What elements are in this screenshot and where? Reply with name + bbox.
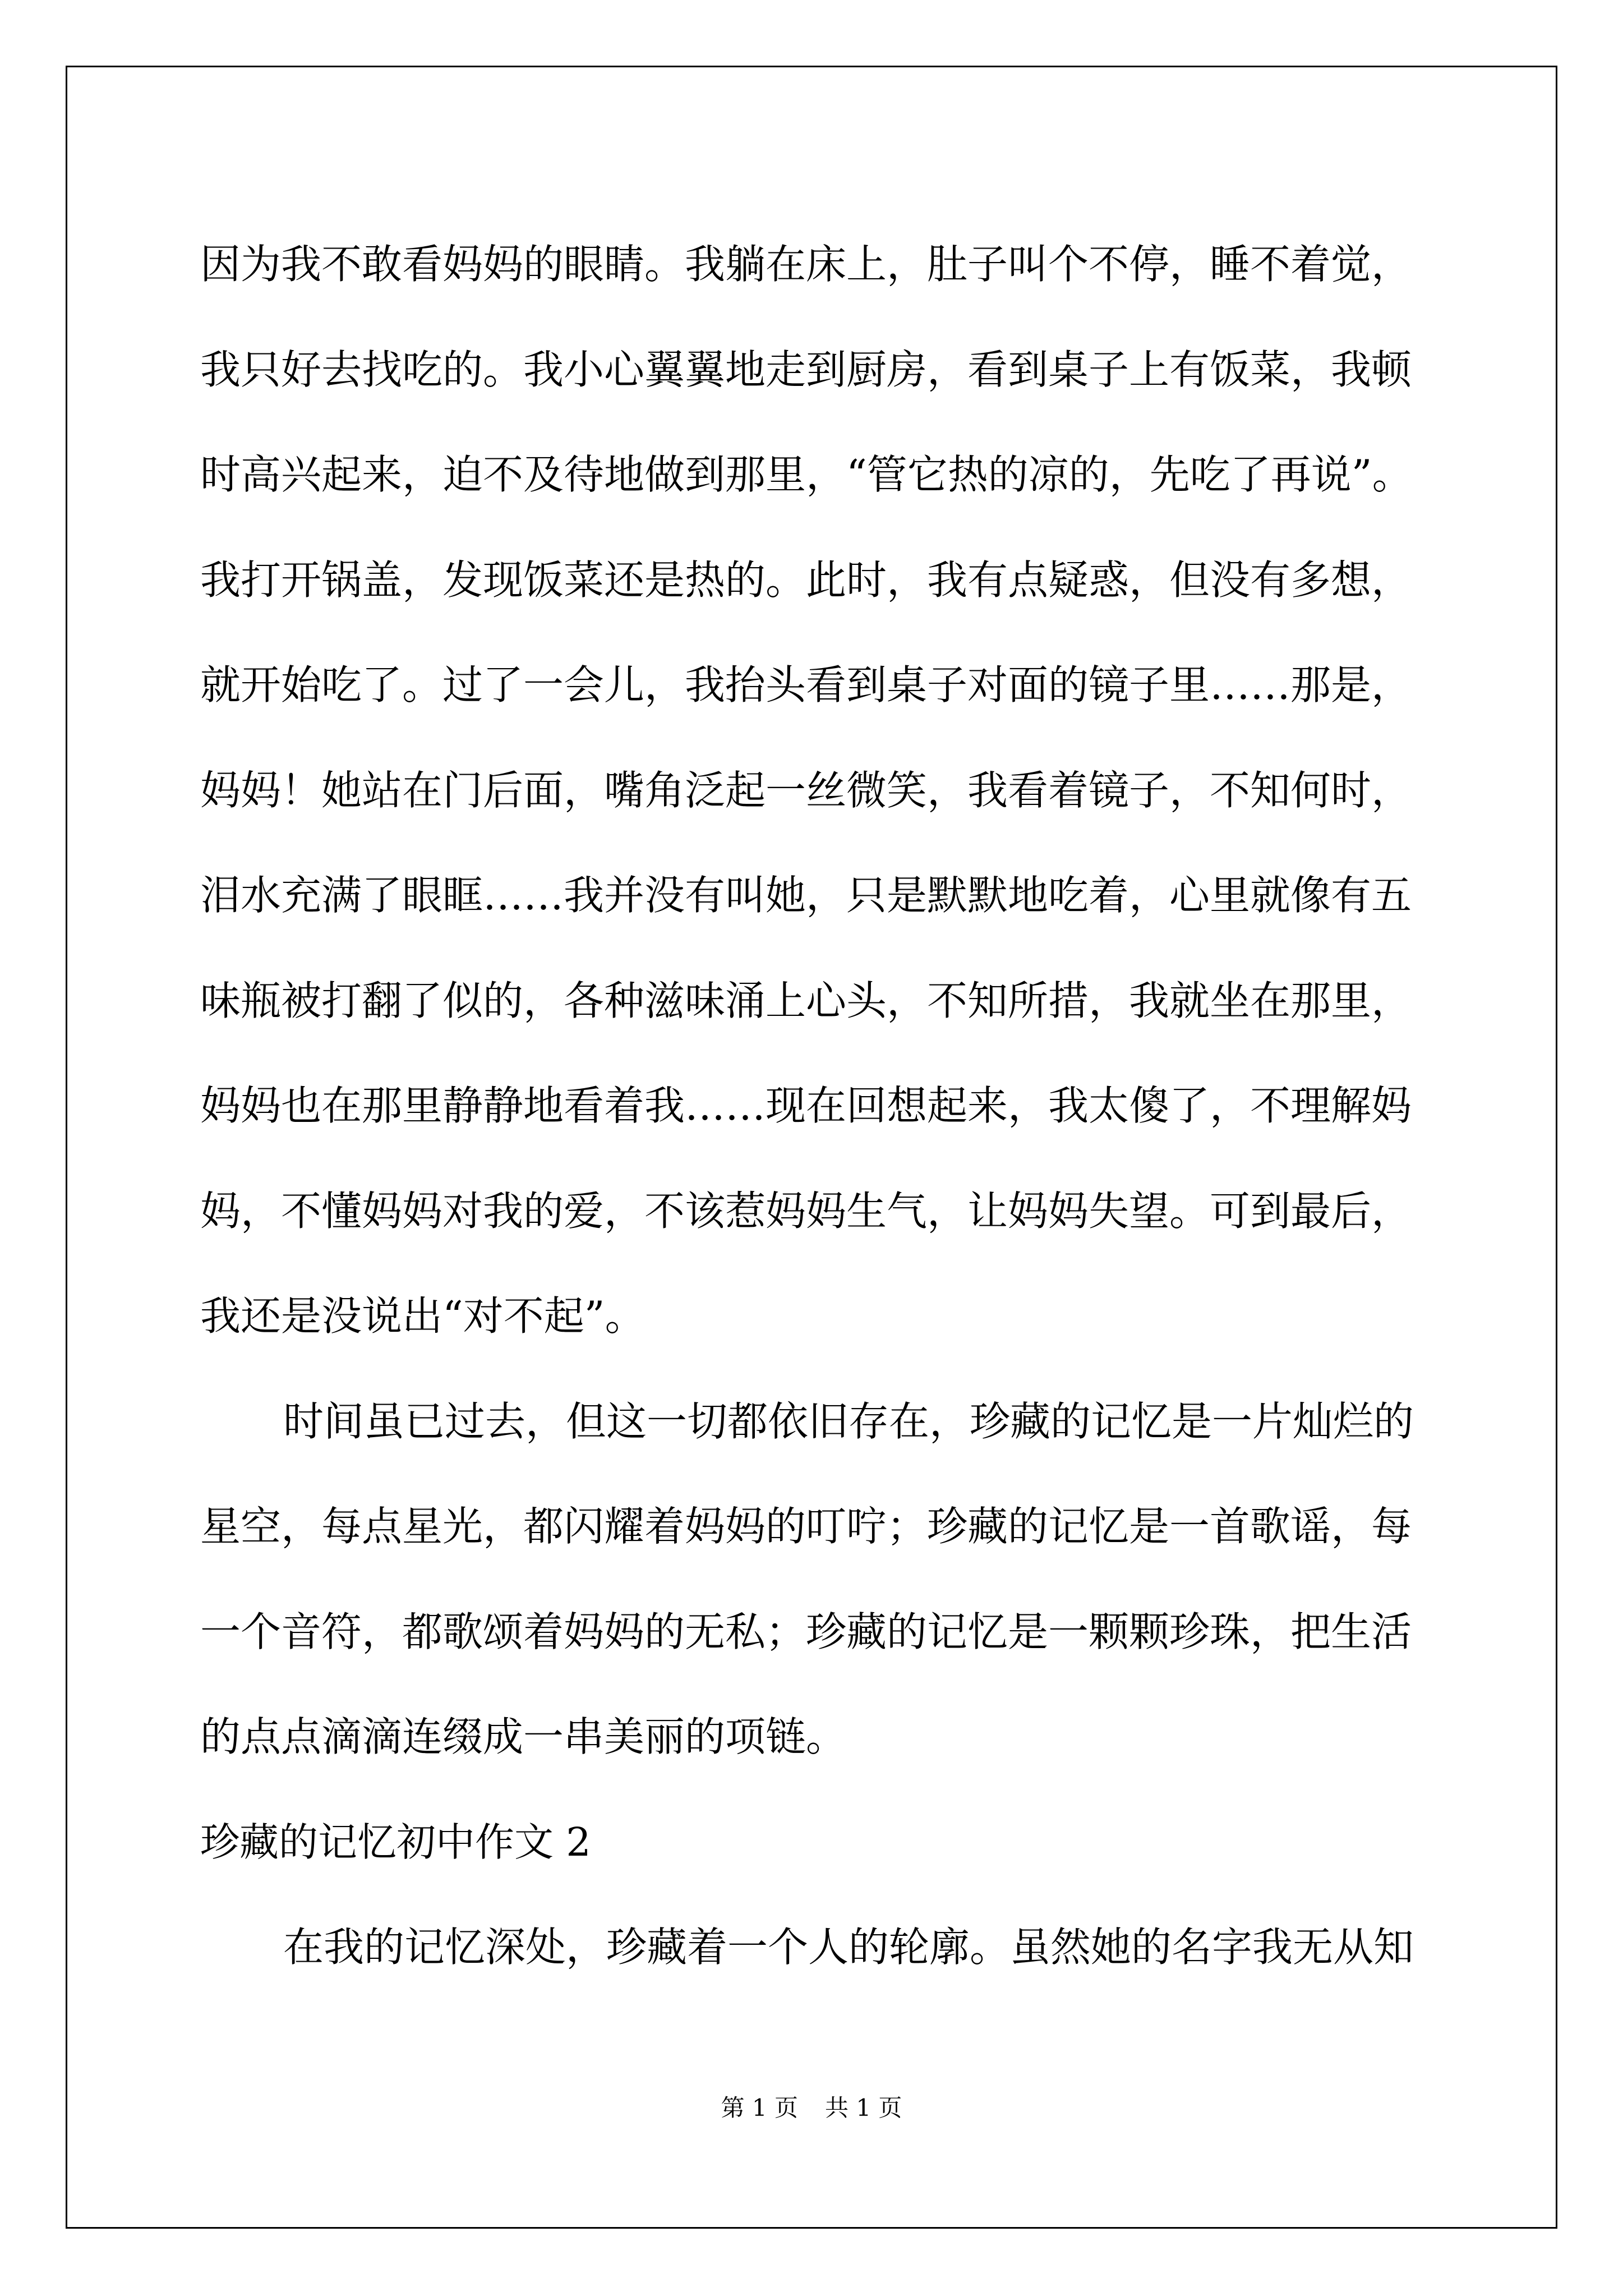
page-number: 第 1 页: [721, 2094, 798, 2122]
text-line: 就开始吃了。过了一会儿，我抬头看到桌子对面的镜子里……那是，: [200, 661, 1412, 708]
text-line: 我打开锅盖，发现饭菜还是热的。此时，我有点疑惑，但没有多想，: [200, 556, 1412, 604]
text-line: 泪水充满了眼眶……我并没有叫她，只是默默地吃着，心里就像有五: [200, 872, 1412, 919]
text-line: 妈妈！她站在门后面，嘴角泛起一丝微笑，我看着镜子，不知何时，: [200, 766, 1412, 814]
page-total: 共 1 页: [825, 2094, 902, 2122]
text-line: 我还是没说出“对不起”。: [200, 1292, 645, 1340]
text-line: 时高兴起来，迫不及待地做到那里，“管它热的凉的，先吃了再说”。: [200, 451, 1413, 498]
text-line: 味瓶被打翻了似的，各种滋味涌上心头，不知所措，我就坐在那里，: [200, 977, 1412, 1024]
text-line: 一个音符，都歌颂着妈妈的无私；珍藏的记忆是一颗颗珍珠，把生活: [200, 1608, 1412, 1655]
text-line: 妈妈也在那里静静地看着我……现在回想起来，我太傻了，不理解妈: [200, 1082, 1412, 1129]
text-line: 星空，每点星光，都闪耀着妈妈的叮咛；珍藏的记忆是一首歌谣，每: [200, 1503, 1412, 1550]
paragraph-start-line: 时间虽已过去，但这一切都依旧存在，珍藏的记忆是一片灿烂的: [283, 1397, 1414, 1445]
text-line: 我只好去找吃的。我小心翼翼地走到厨房，看到桌子上有饭菜，我顿: [200, 346, 1412, 393]
section-heading: 珍藏的记忆初中作文 2: [200, 1819, 591, 1865]
page-footer: [0, 2091, 1623, 2125]
text-line: 的点点滴滴连缀成一串美丽的项链。: [200, 1713, 847, 1760]
text-line: 妈，不懂妈妈对我的爱，不该惹妈妈生气，让妈妈失望。可到最后，: [200, 1187, 1412, 1235]
paragraph-start-line: 在我的记忆深处，珍藏着一个人的轮廓。虽然她的名字我无从知: [283, 1924, 1414, 1971]
document-body: [200, 212, 1456, 2000]
text-line: 因为我不敢看妈妈的眼睛。我躺在床上，肚子叫个不停，睡不着觉，: [200, 241, 1412, 288]
